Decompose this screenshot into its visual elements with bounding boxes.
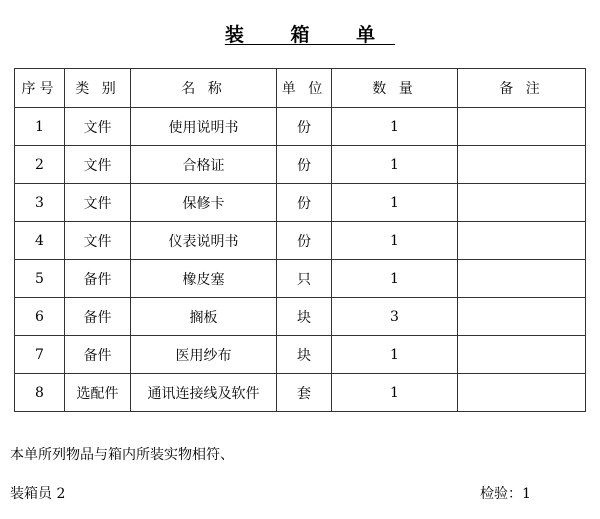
cell-remark (458, 374, 586, 412)
cell-remark (458, 336, 586, 374)
table-row (15, 298, 586, 336)
cell-remark (458, 108, 586, 146)
cell-type: 文件 (65, 222, 131, 260)
packing-list-table (14, 68, 586, 412)
cell-unit: 份 (277, 146, 332, 184)
cell-remark (458, 222, 586, 260)
cell-qty: 1 (332, 108, 458, 146)
table-row (15, 184, 586, 222)
cell-name: 保修卡 (131, 184, 277, 222)
cell-seq: 3 (15, 184, 65, 222)
cell-type: 文件 (65, 184, 131, 222)
cell-seq: 8 (15, 374, 65, 412)
cell-type: 文件 (65, 108, 131, 146)
document-title (0, 20, 600, 47)
cell-unit: 份 (277, 108, 332, 146)
inspector-signature: 检验：1 (480, 486, 531, 502)
cell-qty: 1 (332, 260, 458, 298)
conformity-note: 本单所列物品与箱内所装实物相符、 (10, 447, 234, 463)
cell-remark (458, 260, 586, 298)
cell-remark (458, 184, 586, 222)
packer-signature: 装箱员 2 (10, 486, 66, 502)
cell-type: 备件 (65, 260, 131, 298)
cell-name: 合格证 (131, 146, 277, 184)
header-type: 类 别 (65, 69, 131, 108)
cell-unit: 块 (277, 298, 332, 336)
cell-seq: 5 (15, 260, 65, 298)
cell-name: 橡皮塞 (131, 260, 277, 298)
header-unit: 单 位 (277, 69, 332, 108)
cell-unit: 套 (277, 374, 332, 412)
header-seq: 序号 (15, 69, 65, 108)
cell-seq: 2 (15, 146, 65, 184)
cell-name: 搁板 (131, 298, 277, 336)
table-row (15, 108, 586, 146)
table-row (15, 146, 586, 184)
cell-qty: 1 (332, 146, 458, 184)
cell-unit: 份 (277, 222, 332, 260)
table-row (15, 374, 586, 412)
cell-remark (458, 298, 586, 336)
header-name: 名 称 (131, 69, 277, 108)
cell-name: 医用纱布 (131, 336, 277, 374)
cell-name: 使用说明书 (131, 108, 277, 146)
cell-type: 文件 (65, 146, 131, 184)
cell-name: 仪表说明书 (131, 222, 277, 260)
cell-type: 备件 (65, 336, 131, 374)
cell-seq: 1 (15, 108, 65, 146)
table-row (15, 260, 586, 298)
cell-seq: 4 (15, 222, 65, 260)
cell-qty: 1 (332, 184, 458, 222)
cell-qty: 1 (332, 374, 458, 412)
cell-qty: 3 (332, 298, 458, 336)
cell-qty: 1 (332, 222, 458, 260)
header-qty: 数 量 (332, 69, 458, 108)
cell-name: 通讯连接线及软件 (131, 374, 277, 412)
table-row (15, 336, 586, 374)
cell-type: 备件 (65, 298, 131, 336)
cell-seq: 6 (15, 298, 65, 336)
cell-remark (458, 146, 586, 184)
cell-seq: 7 (15, 336, 65, 374)
cell-unit: 份 (277, 184, 332, 222)
cell-type: 选配件 (65, 374, 131, 412)
cell-unit: 块 (277, 336, 332, 374)
cell-qty: 1 (332, 336, 458, 374)
document-title-text: 装 箱 单 (224, 24, 396, 46)
cell-unit: 只 (277, 260, 332, 298)
header-remark: 备 注 (458, 69, 586, 108)
table-header-row (15, 69, 586, 108)
table-row (15, 222, 586, 260)
